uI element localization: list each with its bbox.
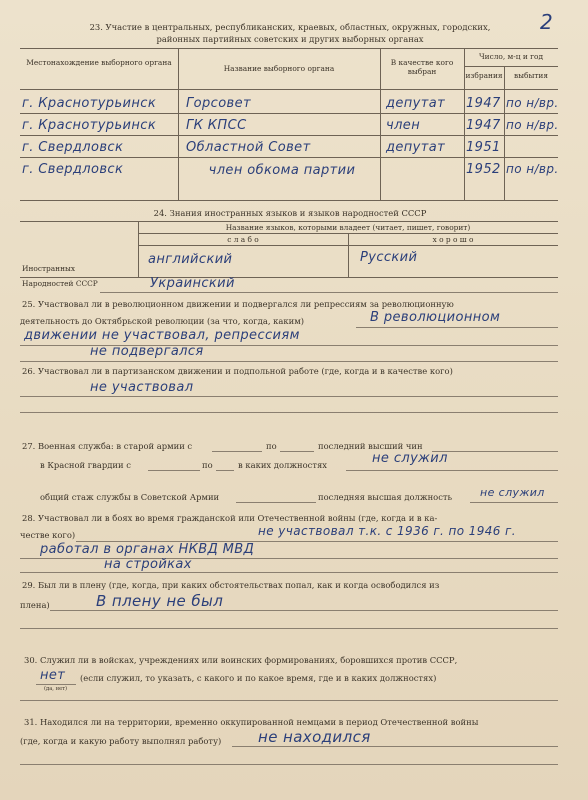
- section30-answer: нет: [40, 668, 66, 683]
- section31-line1: 31. Находился ли на территории, временно оккупированной немцами в период Отечественной войны: [24, 717, 479, 727]
- section27-line3-answer: не служил: [480, 486, 545, 499]
- section28-answer1: не участвовал т.к. с 1936 г. по 1946 г.: [258, 524, 516, 538]
- section25-answer2: движении не участвовал, репрессиям: [24, 328, 300, 343]
- section29-answer: В плену не был: [96, 592, 224, 610]
- table-row-elected: 1952: [466, 162, 501, 177]
- table-row-location: г. Свердловск: [22, 162, 124, 177]
- languages-header: Название языков, которыми владеет (читает, пишет, говорит): [225, 223, 471, 232]
- page-number: 2: [540, 10, 554, 34]
- section23-title-line1: 23. Участие в центральных, республиканских, краевых, областных, окружных, городских,: [89, 22, 491, 32]
- table-row-capacity: член: [386, 118, 421, 133]
- section27-line2a: в Красной гвардии с: [40, 460, 131, 470]
- col-capacity-header: В качестве кого выбран: [390, 58, 454, 76]
- section31-line2: (где, когда и какую работу выполнял работу): [20, 736, 222, 746]
- col-left-header: выбытия: [513, 71, 549, 80]
- table-row-name: Областной Совет: [186, 140, 311, 155]
- table-row-left: по н/вр.: [506, 162, 559, 176]
- table-row-elected: 1947: [466, 96, 501, 111]
- ussr-weak-value: Украинский: [150, 276, 235, 291]
- good-header: х о р о ш о: [432, 235, 474, 244]
- col-elected-header: избрания: [465, 71, 503, 80]
- table-row-elected: 1947: [466, 118, 501, 133]
- section28-line1: 28. Участвовал ли в боях во время гражданской или Отечественной войны (где, когда и в ка-: [22, 513, 438, 523]
- section28-answer2: работал в органах НКВД МВД: [40, 542, 255, 557]
- section27-line1b: по: [266, 441, 277, 451]
- section26-answer: не участвовал: [90, 380, 194, 395]
- table-row-name: член обкома партии: [208, 163, 356, 178]
- table-row-elected: 1951: [466, 140, 501, 155]
- section25-answer1: В революционном: [370, 310, 501, 325]
- section26-line1: 26. Участвовал ли в партизанском движении и подпольной работе (где, когда и в качестве кого): [22, 366, 453, 376]
- table-row-capacity: депутат: [386, 96, 446, 111]
- section27-line2c: в каких должностях: [238, 460, 327, 470]
- section27-line2-answer: не служил: [372, 451, 448, 466]
- table-row-name: ГК КПСС: [186, 118, 247, 133]
- col-name-header: Название выборного органа: [223, 64, 335, 73]
- section27-line1a: 27. Военная служба: в старой армии с: [22, 441, 193, 451]
- table-row-location: г. Краснотурьинск: [22, 118, 157, 133]
- section27-line2b: по: [202, 460, 213, 470]
- section27-line3a: общий стаж службы в Советской Армии: [40, 492, 220, 502]
- section30-line1: 30. Служил ли в войсках, учреждениях или воинских формированиях, боровшихся против СССР,: [24, 655, 458, 665]
- section30-line2: (если служил, то указать, с какого и по какое время, где и в каких должностях): [80, 673, 437, 683]
- section29-line2: плена): [20, 600, 50, 610]
- section29-line1: 29. Был ли в плену (где, когда, при каких обстоятельствах попал, как и когда освободился из: [22, 580, 440, 590]
- section25-line2: деятельность до Октябрьской революции (за что, когда, каким): [20, 316, 304, 326]
- section30-sub: (да, нет): [44, 686, 68, 692]
- foreign-label: Иностранных: [22, 264, 76, 273]
- section28-line2: честве кого): [20, 530, 76, 540]
- col-location-header: Местонахождение выборного органа: [26, 58, 172, 67]
- table-row-location: г. Краснотурьинск: [22, 96, 157, 111]
- section24-title: 24. Знания иностранных языков и языков народностей СССР: [153, 208, 427, 218]
- table-row-location: г. Свердловск: [22, 140, 124, 155]
- col-dates-header: Число, м-ц и год: [478, 52, 544, 61]
- section25-line1: 25. Участвовал ли в революционном движении и подвергался ли репрессиям за революционную: [22, 299, 454, 309]
- section27-line3b: последняя высшая должность: [318, 492, 453, 502]
- section28-answer3: на стройках: [104, 557, 192, 572]
- foreign-good-value: Русский: [360, 250, 418, 265]
- section25-answer3: не подвергался: [90, 344, 204, 359]
- section27-line1c: последний высший чин: [318, 441, 423, 451]
- weak-header: с л а б о: [227, 235, 259, 244]
- table-row-name: Горсовет: [186, 96, 251, 111]
- section31-answer: не находился: [258, 728, 371, 746]
- table-row-left: по н/вр.: [506, 118, 559, 132]
- table-row-capacity: депутат: [386, 140, 446, 155]
- foreign-weak-value: английский: [148, 252, 233, 267]
- table-row-left: по н/вр.: [506, 96, 559, 110]
- section23-title-line2: районных партийных советских и других выборных органах: [156, 34, 424, 44]
- ussr-label: Народностей СССР: [22, 279, 98, 288]
